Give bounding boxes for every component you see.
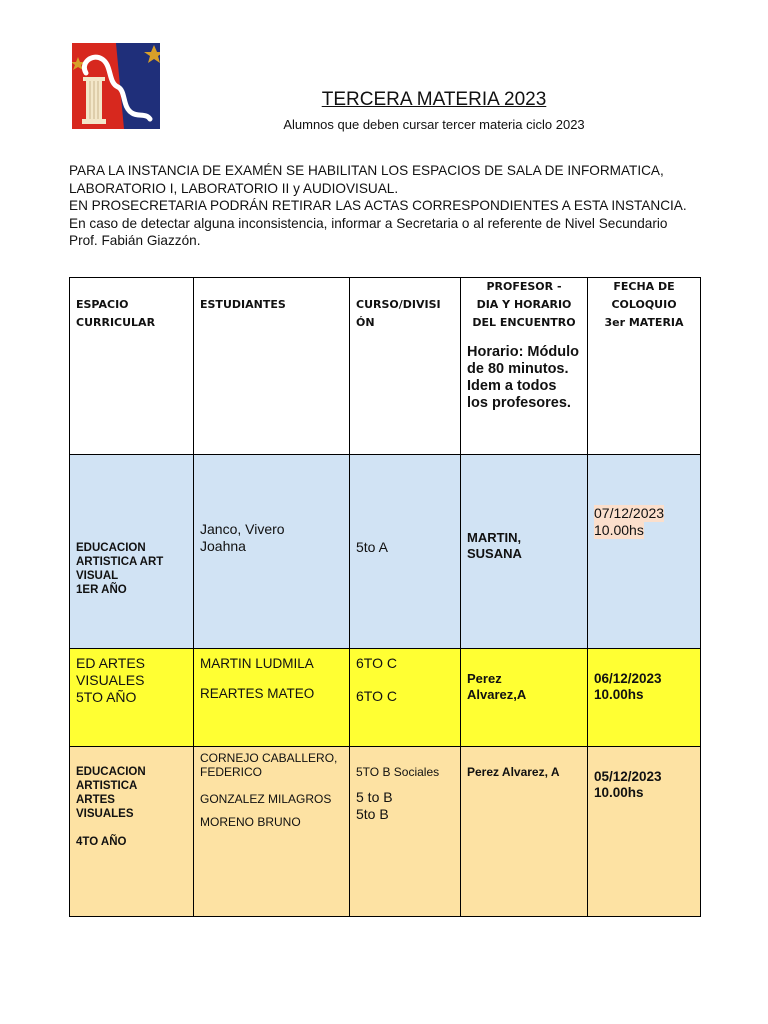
cell-estudiantes: MARTIN LUDMILA REARTES MATEO [194,649,350,747]
header-fecha-coloquio: FECHA DE COLOQUIO 3er MATERIA [588,278,701,455]
cell-fecha: 06/12/2023 10.00hs [588,649,701,747]
cell-profesor: MARTIN, SUSANA [461,455,588,649]
table-row [70,649,701,747]
intro-paragraph-1: PARA LA INSTANCIA DE EXAMÉN SE HABILITAN LOS ESPACIOS DE SALA DE INFORMATICA, LABORATORIO I, LABORATORIO II y AUDIOVISUAL. [69,163,664,196]
fecha-time: 10.00hs [594,522,644,538]
cell-fecha [588,455,701,649]
table-row [70,747,701,917]
cell-curso: 6TO C 6TO C [350,649,461,747]
cell-curso: 5TO B Sociales 5 to B 5to B [350,747,461,917]
page-subtitle: Alumnos que deben cursar tercer materia ciclo 2023 [283,117,585,132]
cell-estudiantes: CORNEJO CABALLERO, FEDERICO GONZALEZ MILAGROS MORENO BRUNO [194,747,350,917]
cell-estudiantes: Janco, Vivero Joahna [194,455,350,649]
intro-paragraph-2: EN PROSECRETARIA PODRÁN RETIRAR LAS ACTAS CORRESPONDIENTES A ESTA INSTANCIA. En caso de detectar alguna inconsistencia, informar a Secretaria o al referente de Nivel Secundario Prof. Fabián Giazzón. [69,198,687,248]
cell-curso: 5to A [350,455,461,649]
header-curso-division: CURSO/DIVISI ÓN [350,278,461,455]
fecha-date: 07/12/2023 [594,505,665,521]
horario-note: Horario: Módulo de 80 minutos. Idem a todos los profesores. [467,344,579,411]
cell-espacio: ED ARTES VISUALES 5TO AÑO [70,649,194,747]
schedule-table [69,277,701,917]
cell-profesor: Perez Alvarez,A [461,649,588,747]
intro-text [69,162,689,250]
cell-espacio: EDUCACION ARTISTICA ARTES VISUALES 4TO AÑO [70,747,194,917]
table-row [70,455,701,649]
table-header-row [70,278,701,455]
header-profesor: PROFESOR - DIA Y HORARIO DEL ENCUENTRO Horario: Módulo de 80 minutos. Idem a todos los profesores. [461,278,588,455]
header-espacio-curricular: ESPACIO CURRICULAR [70,278,194,455]
cell-fecha: 05/12/2023 10.00hs [588,747,701,917]
page-title: TERCERA MATERIA 2023 [321,89,547,110]
cell-profesor: Perez Alvarez, A [461,747,588,917]
header-estudiantes: ESTUDIANTES [194,278,350,455]
cell-espacio: EDUCACION ARTISTICA ART VISUAL 1ER AÑO [70,455,194,649]
